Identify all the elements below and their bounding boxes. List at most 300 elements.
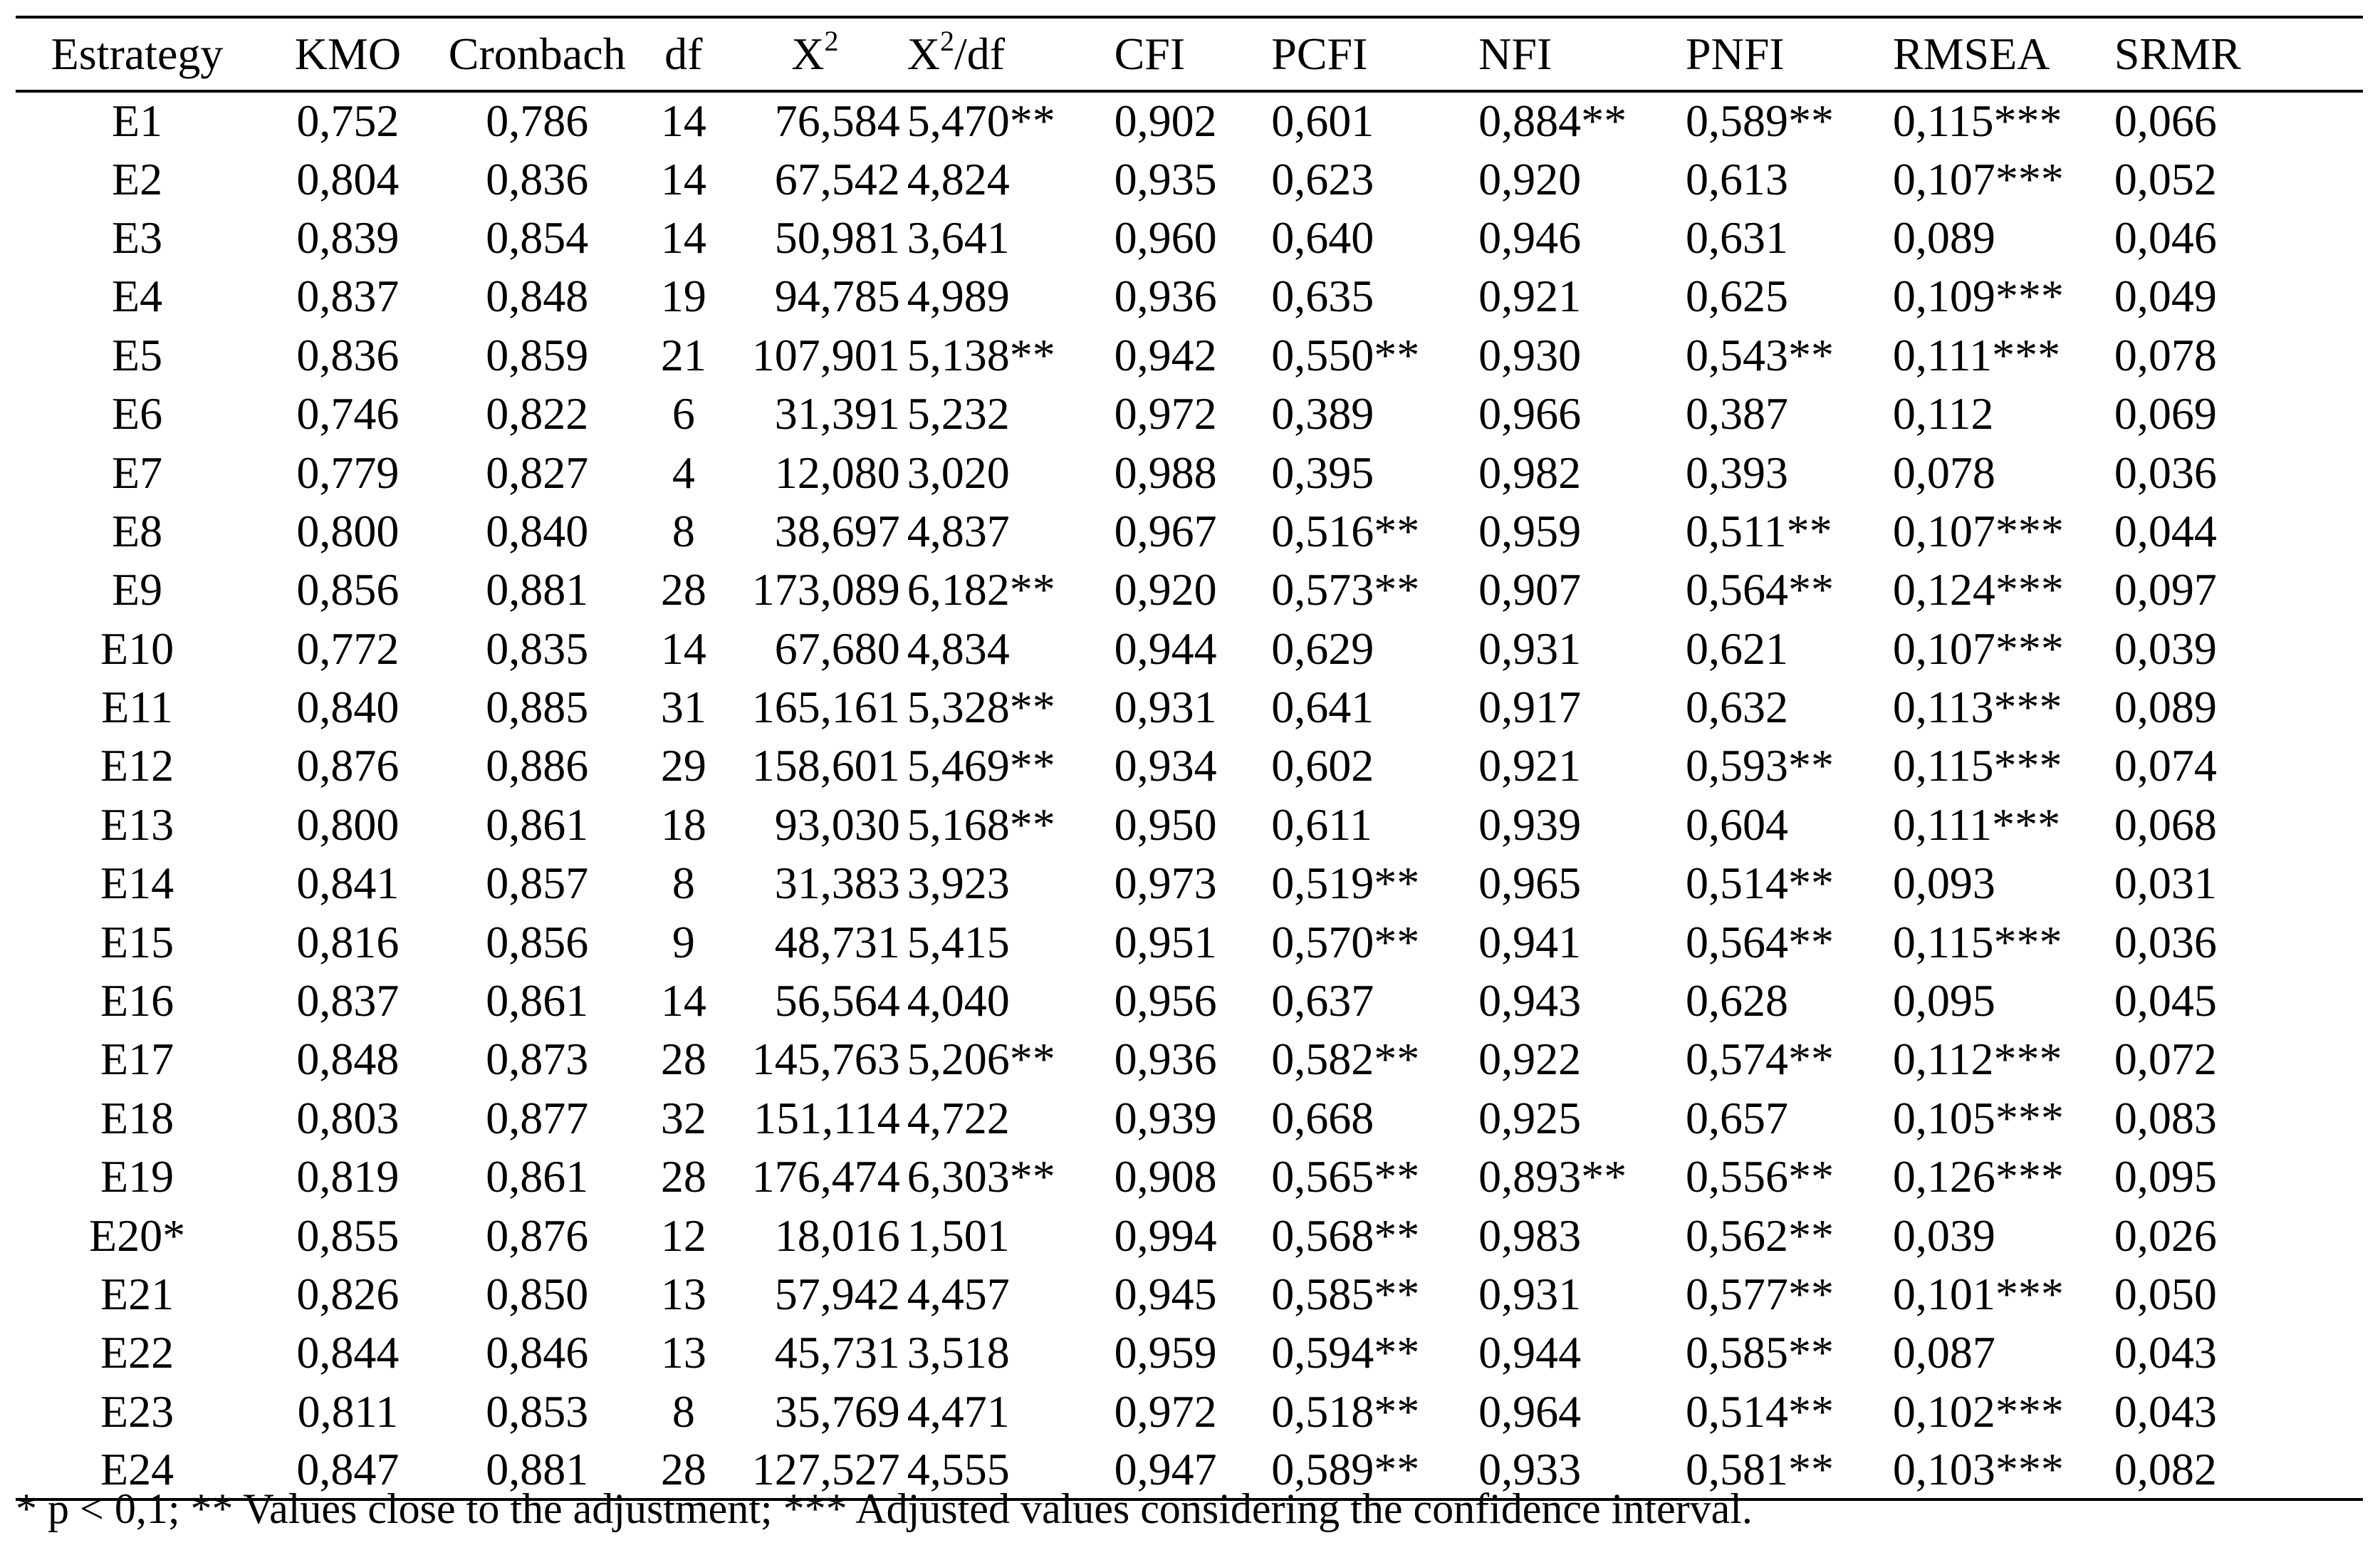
cell-kmo: 0,839: [296, 212, 400, 263]
cell-pcfi: 0,641: [1271, 682, 1374, 733]
cell-df: 28: [660, 1034, 706, 1085]
cell-srmr: 0,026: [2114, 1210, 2217, 1261]
table-header-row: [16, 17, 2363, 91]
cell-df: 13: [660, 1327, 706, 1378]
cell-chi-square: 45,731: [774, 1327, 900, 1378]
cell-df: 9: [672, 916, 695, 967]
cell-pnfi: 0,387: [1686, 388, 1789, 440]
cell-srmr: 0,039: [2114, 623, 2217, 674]
cell-strategy: E8: [111, 505, 163, 556]
cell-strategy: E19: [100, 1151, 174, 1202]
cell-df: 14: [660, 975, 706, 1026]
cell-pcfi: 0,594**: [1271, 1327, 1420, 1378]
cell-cronbach: 0,886: [486, 740, 589, 791]
cell-nfi: 0,933: [1471, 1441, 1679, 1499]
header-strategy: Estrategy: [16, 17, 259, 91]
cell-chi-square-df: 4,040: [907, 975, 1010, 1026]
cell-pcfi: 0,611: [1271, 799, 1372, 850]
cell-cfi: 0,956: [1114, 975, 1217, 1026]
table-row: [16, 385, 2363, 443]
cell-pcfi: 0,623: [1271, 153, 1374, 204]
cell-cfi: 0,908: [1114, 1151, 1217, 1202]
cell-chi-square: 173,089: [751, 564, 900, 615]
header-pnfi: PNFI: [1679, 17, 1886, 91]
cell-chi-square-df: 5,470**: [907, 95, 1055, 147]
cell-pnfi: 0,657: [1686, 1092, 1789, 1143]
cell-nfi: 0,893**: [1478, 1151, 1627, 1202]
cell-pcfi: 0,635: [1271, 271, 1374, 322]
cell-kmo: 0,856: [296, 564, 400, 615]
cell-cfi: 0,960: [1114, 212, 1217, 263]
cell-pcfi: 0,637: [1271, 975, 1374, 1026]
cell-cfi: 0,920: [1114, 564, 1217, 615]
cell-kmo: 0,803: [296, 1092, 400, 1143]
cell-cfi: 0,936: [1114, 271, 1217, 322]
cell-pcfi: 0,395: [1271, 447, 1374, 498]
cell-pcfi: 0,516**: [1271, 505, 1420, 556]
header-cfi: CFI: [1107, 17, 1265, 91]
cell-nfi: 0,982: [1478, 447, 1582, 498]
cell-nfi: 0,931: [1478, 623, 1582, 674]
cell-kmo: 0,848: [296, 1034, 400, 1085]
header-pcfi: PCFI: [1264, 17, 1471, 91]
cell-kmo: 0,746: [296, 388, 400, 440]
cell-srmr: 0,043: [2114, 1385, 2217, 1437]
cell-chi-square: 127,527: [730, 1441, 900, 1499]
cell-srmr: 0,078: [2114, 329, 2217, 380]
cell-pnfi: 0,589**: [1686, 95, 1834, 147]
cell-cronbach: 0,848: [486, 271, 589, 322]
cell-pnfi: 0,393: [1686, 447, 1789, 498]
cell-nfi: 0,965: [1478, 858, 1582, 909]
cell-chi-square: 176,474: [751, 1151, 900, 1202]
cell-df: 8: [672, 858, 695, 909]
header-kmo: KMO: [259, 17, 437, 91]
cell-pcfi: 0,585**: [1271, 1269, 1420, 1319]
cell-cronbach: 0,856: [486, 916, 589, 967]
cell-cfi: 0,972: [1114, 388, 1217, 440]
cell-chi-square-df: 3,641: [907, 212, 1010, 263]
cell-srmr: 0,052: [2114, 153, 2217, 204]
table-row: [16, 1206, 2363, 1264]
cell-rmsea: 0,102***: [1892, 1385, 2064, 1437]
cell-chi-square-df: 5,206**: [907, 1034, 1055, 1085]
cell-pnfi: 0,574**: [1686, 1034, 1834, 1085]
table-row: [16, 326, 2363, 385]
cell-strategy: E9: [111, 564, 163, 615]
cell-df: 14: [660, 212, 706, 263]
table-row: [16, 91, 2363, 150]
cell-kmo: 0,876: [296, 740, 400, 791]
header-nfi: NFI: [1471, 17, 1679, 91]
cell-pnfi: 0,577**: [1686, 1269, 1834, 1319]
cell-cronbach: 0,881: [486, 564, 589, 615]
cell-nfi: 0,922: [1478, 1034, 1582, 1085]
cell-chi-square-df: 3,923: [907, 858, 1010, 909]
cell-df: 14: [660, 95, 706, 147]
cell-chi-square-df: 4,457: [907, 1269, 1010, 1319]
cell-rmsea: 0,087: [1892, 1327, 1995, 1378]
cell-cfi: 0,944: [1114, 623, 1217, 674]
cell-pnfi: 0,562**: [1686, 1210, 1834, 1261]
cell-cronbach: 0,861: [486, 799, 589, 850]
cell-pnfi: 0,556**: [1686, 1151, 1834, 1202]
cell-pnfi: 0,593**: [1686, 740, 1834, 791]
cell-cfi: 0,942: [1114, 329, 1217, 380]
cell-srmr: 0,069: [2114, 388, 2217, 440]
cell-pcfi: 0,518**: [1271, 1385, 1420, 1437]
cell-chi-square: 145,763: [751, 1034, 900, 1085]
cell-pnfi: 0,613: [1686, 153, 1789, 204]
cell-strategy: E18: [100, 1092, 174, 1143]
cell-rmsea: 0,112***: [1892, 1034, 2062, 1085]
cell-pnfi: 0,585**: [1686, 1327, 1834, 1378]
table-row: [16, 972, 2363, 1030]
cell-chi-square-df: 4,989: [907, 271, 1010, 322]
header-cronbach: Cronbach: [437, 17, 637, 91]
cell-rmsea: 0,078: [1892, 447, 1995, 498]
cell-strategy: E3: [111, 212, 163, 263]
cell-cfi: 0,973: [1114, 858, 1217, 909]
cell-df: 13: [660, 1269, 706, 1319]
table-row: [16, 737, 2363, 795]
cell-chi-square: 50,981: [774, 212, 900, 263]
table-row: [16, 502, 2363, 561]
table-row: [16, 209, 2363, 267]
cell-chi-square: 165,161: [751, 682, 900, 733]
cell-strategy: E20*: [88, 1210, 186, 1261]
cell-chi-square-df: 4,555: [900, 1441, 1107, 1499]
cell-nfi: 0,964: [1478, 1385, 1582, 1437]
table-row: [16, 854, 2363, 913]
cell-df: 28: [660, 1151, 706, 1202]
cell-nfi: 0,959: [1478, 505, 1582, 556]
cell-strategy: E7: [111, 447, 163, 498]
header-chi-square: [730, 17, 900, 91]
cell-srmr: 0,050: [2114, 1269, 2217, 1319]
cell-chi-square: 76,584: [774, 95, 900, 147]
cell-chi-square-df: 4,471: [907, 1385, 1010, 1437]
cell-rmsea: 0,101***: [1892, 1269, 2064, 1319]
cell-cronbach: 0,786: [486, 95, 589, 147]
cell-rmsea: 0,039: [1892, 1210, 1995, 1261]
cell-pnfi: 0,631: [1686, 212, 1789, 263]
cell-kmo: 0,804: [296, 153, 400, 204]
cell-kmo: 0,800: [296, 505, 400, 556]
cell-cronbach: 0,836: [486, 153, 589, 204]
table-row: [16, 620, 2363, 678]
cell-chi-square-df: 6,182**: [907, 564, 1055, 615]
table-row: [16, 1148, 2363, 1206]
cell-df: 31: [660, 682, 706, 733]
cell-nfi: 0,939: [1478, 799, 1582, 850]
cell-nfi: 0,943: [1478, 975, 1582, 1026]
cell-cronbach: 0,854: [486, 212, 589, 263]
cell-kmo: 0,816: [296, 916, 400, 967]
cell-nfi: 0,884**: [1478, 95, 1627, 147]
cell-rmsea: 0,089: [1892, 212, 1995, 263]
table-row: [16, 1265, 2363, 1324]
cell-pcfi: 0,640: [1271, 212, 1374, 263]
cell-chi-square: 12,080: [774, 447, 900, 498]
cell-df: 14: [660, 623, 706, 674]
cell-srmr: 0,089: [2114, 682, 2217, 733]
cell-kmo: 0,847: [259, 1441, 437, 1499]
cell-strategy: E5: [111, 329, 163, 380]
cell-pnfi: 0,621: [1686, 623, 1789, 674]
cell-nfi: 0,925: [1478, 1092, 1582, 1143]
cell-srmr: 0,072: [2114, 1034, 2217, 1085]
cell-kmo: 0,836: [296, 329, 400, 380]
cell-srmr: 0,068: [2114, 799, 2217, 850]
cell-df: 32: [660, 1092, 706, 1143]
cell-rmsea: 0,126***: [1892, 1151, 2064, 1202]
cell-chi-square: 48,731: [774, 916, 900, 967]
cell-strategy: E17: [100, 1034, 174, 1085]
cell-chi-square: 35,769: [774, 1385, 900, 1437]
cell-pcfi: 0,570**: [1271, 916, 1420, 967]
cell-df: 8: [672, 505, 695, 556]
cell-srmr: 0,095: [2114, 1151, 2217, 1202]
cell-df: 8: [672, 1385, 695, 1437]
cell-kmo: 0,811: [297, 1385, 399, 1437]
cell-pnfi: 0,514**: [1686, 858, 1834, 909]
cell-chi-square-df: 4,722: [907, 1092, 1010, 1143]
cell-srmr: 0,097: [2114, 564, 2217, 615]
cell-strategy: E11: [101, 682, 173, 733]
cell-cronbach: 0,846: [486, 1327, 589, 1378]
cell-cronbach: 0,857: [486, 858, 589, 909]
table-row: [16, 1383, 2363, 1441]
cell-cronbach: 0,840: [486, 505, 589, 556]
cell-pcfi: 0,565**: [1271, 1151, 1420, 1202]
table-row: [16, 913, 2363, 971]
cell-kmo: 0,800: [296, 799, 400, 850]
cell-chi-square: 151,114: [753, 1092, 900, 1143]
cell-chi-square: 94,785: [774, 271, 900, 322]
header-chi-square-df: [900, 17, 1107, 91]
cell-rmsea: 0,115***: [1892, 95, 2062, 147]
cell-nfi: 0,944: [1478, 1327, 1582, 1378]
cell-chi-square: 107,901: [751, 329, 900, 380]
header-chi-square-df-exponent: 2: [939, 25, 954, 57]
cell-nfi: 0,983: [1478, 1210, 1582, 1261]
cell-rmsea: 0,107***: [1892, 153, 2064, 204]
cell-chi-square: 57,942: [774, 1269, 900, 1319]
cell-chi-square-df: 4,824: [907, 153, 1010, 204]
cell-nfi: 0,930: [1478, 329, 1582, 380]
cell-chi-square: 93,030: [774, 799, 900, 850]
cell-rmsea: 0,115***: [1892, 916, 2062, 967]
cell-df: 19: [660, 271, 706, 322]
cell-df: 29: [660, 740, 706, 791]
cell-cfi: 0,972: [1114, 1385, 1217, 1437]
cell-chi-square: 18,016: [774, 1210, 900, 1261]
cell-pcfi: 0,601: [1271, 95, 1374, 147]
table-row: [16, 150, 2363, 208]
cell-chi-square: 31,391: [774, 388, 900, 440]
table-row: [16, 1324, 2363, 1382]
cell-strategy: E6: [111, 388, 163, 440]
cell-pcfi: 0,389: [1271, 388, 1374, 440]
cell-nfi: 0,921: [1478, 271, 1582, 322]
cell-rmsea: 0,115***: [1892, 740, 2062, 791]
cell-srmr: 0,066: [2114, 95, 2217, 147]
cell-kmo: 0,841: [296, 858, 400, 909]
cell-rmsea: 0,107***: [1892, 505, 2064, 556]
table-row: [16, 796, 2363, 854]
cell-pnfi: 0,581**: [1679, 1441, 1886, 1499]
cell-pcfi: 0,519**: [1271, 858, 1420, 909]
cell-srmr: 0,044: [2114, 505, 2217, 556]
cell-cronbach: 0,876: [486, 1210, 589, 1261]
cell-pcfi: 0,550**: [1271, 329, 1420, 380]
cell-cfi: 0,950: [1114, 799, 1217, 850]
cell-strategy: E23: [100, 1385, 174, 1437]
cell-nfi: 0,921: [1478, 740, 1582, 791]
table-row: [16, 678, 2363, 737]
cell-nfi: 0,917: [1478, 682, 1582, 733]
cell-chi-square-df: 4,837: [907, 505, 1010, 556]
cell-cronbach: 0,877: [486, 1092, 589, 1143]
cell-cronbach: 0,853: [486, 1385, 589, 1437]
cell-srmr: 0,036: [2114, 447, 2217, 498]
cell-cronbach: 0,835: [486, 623, 589, 674]
table-row: [16, 1089, 2363, 1148]
cell-chi-square-df: 5,415: [907, 916, 1010, 967]
cell-df: 6: [672, 388, 695, 440]
cell-chi-square: 158,601: [751, 740, 900, 791]
cell-nfi: 0,920: [1478, 153, 1582, 204]
cell-rmsea: 0,113***: [1892, 682, 2062, 733]
cell-rmsea: 0,112: [1892, 388, 1994, 440]
cell-kmo: 0,855: [296, 1210, 400, 1261]
header-rmsea: RMSEA: [1886, 17, 2107, 91]
cell-srmr: 0,043: [2114, 1327, 2217, 1378]
cell-chi-square: 38,697: [774, 505, 900, 556]
cell-cronbach: 0,861: [486, 1151, 589, 1202]
cell-kmo: 0,837: [296, 975, 400, 1026]
header-df: df: [637, 17, 730, 91]
cell-rmsea: 0,105***: [1892, 1092, 2064, 1143]
cell-kmo: 0,819: [296, 1151, 400, 1202]
cell-chi-square-df: 3,020: [907, 447, 1010, 498]
cell-cfi: 0,994: [1114, 1210, 1217, 1261]
cell-df: 14: [660, 153, 706, 204]
cell-cronbach: 0,827: [486, 447, 589, 498]
cell-strategy: E10: [100, 623, 174, 674]
cell-df: 28: [660, 564, 706, 615]
cell-pcfi: 0,582**: [1271, 1034, 1420, 1085]
table-row: [16, 561, 2363, 619]
table-footnote: * p < 0,1; ** Values close to the adjustment; *** Adjusted values considering the confidence interval.: [16, 1485, 1753, 1532]
cell-strategy: E12: [100, 740, 174, 791]
cell-strategy: E13: [100, 799, 174, 850]
cell-kmo: 0,779: [296, 447, 400, 498]
cell-cronbach: 0,861: [486, 975, 589, 1026]
cell-chi-square: 31,383: [774, 858, 900, 909]
cell-cfi: 0,959: [1114, 1327, 1217, 1378]
cell-strategy: E16: [100, 975, 174, 1026]
cell-kmo: 0,837: [296, 271, 400, 322]
cell-cronbach: 0,850: [486, 1269, 589, 1319]
cell-df: 18: [660, 799, 706, 850]
cell-pnfi: 0,564**: [1686, 564, 1834, 615]
table-body: [16, 91, 2363, 1499]
cell-cfi: 0,988: [1114, 447, 1217, 498]
cell-pnfi: 0,625: [1686, 271, 1789, 322]
cell-rmsea: 0,093: [1892, 858, 1995, 909]
cell-rmsea: 0,124***: [1892, 564, 2064, 615]
cell-chi-square-df: 5,138**: [907, 329, 1055, 380]
cell-srmr: 0,036: [2114, 916, 2217, 967]
table-row: [16, 443, 2363, 501]
cell-kmo: 0,844: [296, 1327, 400, 1378]
cell-rmsea: 0,103***: [1886, 1441, 2107, 1499]
cell-cfi: 0,967: [1114, 505, 1217, 556]
cell-df: 28: [637, 1441, 730, 1499]
cell-df: 21: [660, 329, 706, 380]
cell-kmo: 0,840: [296, 682, 400, 733]
cell-chi-square-df: 4,834: [907, 623, 1010, 674]
cell-cronbach: 0,873: [486, 1034, 589, 1085]
cell-nfi: 0,907: [1478, 564, 1582, 615]
cell-pcfi: 0,568**: [1271, 1210, 1420, 1261]
cell-strategy: E1: [111, 95, 163, 147]
cell-cronbach: 0,885: [486, 682, 589, 733]
header-srmr: SRMR: [2107, 17, 2363, 91]
cell-rmsea: 0,109***: [1892, 271, 2064, 322]
cell-pnfi: 0,604: [1686, 799, 1789, 850]
cell-pnfi: 0,628: [1686, 975, 1789, 1026]
cell-pnfi: 0,632: [1686, 682, 1789, 733]
cell-cfi: 0,934: [1114, 740, 1217, 791]
cell-pcfi: 0,668: [1271, 1092, 1374, 1143]
cell-chi-square-df: 6,303**: [907, 1151, 1055, 1202]
cell-chi-square-df: 5,328**: [907, 682, 1055, 733]
cell-pcfi: 0,629: [1271, 623, 1374, 674]
cell-srmr: 0,083: [2114, 1092, 2217, 1143]
cell-cfi: 0,902: [1114, 95, 1217, 147]
cell-nfi: 0,946: [1478, 212, 1582, 263]
cell-cfi: 0,935: [1114, 153, 1217, 204]
header-chi-square-df-tail: /df: [954, 28, 1006, 79]
header-chi-square-exponent: 2: [824, 25, 839, 57]
cell-df: 12: [660, 1210, 706, 1261]
cell-strategy: E24: [16, 1441, 259, 1499]
table-row: [16, 1030, 2363, 1088]
cell-cfi: 0,931: [1114, 682, 1217, 733]
header-chi-square-df-base: X: [907, 28, 940, 79]
header-chi-square-base: X: [791, 28, 825, 79]
cell-strategy: E14: [100, 858, 174, 909]
cell-chi-square-df: 5,168**: [907, 799, 1055, 850]
cell-cfi: 0,936: [1114, 1034, 1217, 1085]
cell-strategy: E15: [100, 916, 174, 967]
cell-nfi: 0,966: [1478, 388, 1582, 440]
cell-pcfi: 0,573**: [1271, 564, 1420, 615]
cell-srmr: 0,049: [2114, 271, 2217, 322]
cell-srmr: 0,082: [2107, 1441, 2363, 1499]
cell-srmr: 0,045: [2114, 975, 2217, 1026]
cell-pcfi: 0,589**: [1264, 1441, 1471, 1499]
cell-pnfi: 0,543**: [1686, 329, 1834, 380]
cell-cfi: 0,947: [1107, 1441, 1265, 1499]
cell-chi-square-df: 3,518: [907, 1327, 1010, 1378]
cell-srmr: 0,074: [2114, 740, 2217, 791]
cell-pnfi: 0,564**: [1686, 916, 1834, 967]
fit-indices-table: [16, 16, 2363, 1501]
